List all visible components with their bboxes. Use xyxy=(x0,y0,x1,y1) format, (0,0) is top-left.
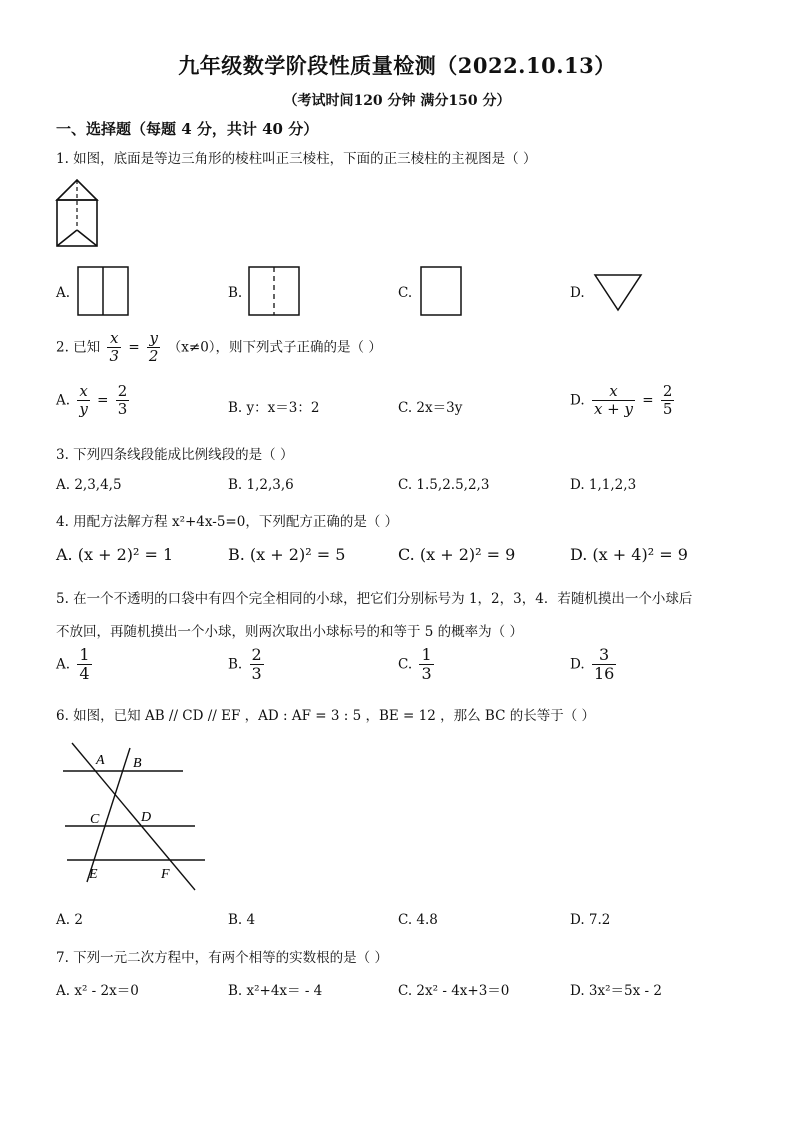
q3-option-d[interactable]: D. 1,1,2,3 xyxy=(570,477,637,493)
triangular-prism-figure xyxy=(55,178,115,250)
q1-option-d-figure[interactable] xyxy=(594,274,644,314)
q6-option-d[interactable]: D. 7.2 xyxy=(570,912,611,928)
q7-option-a[interactable]: A. x² - 2x＝0 xyxy=(56,983,139,999)
q4-option-b[interactable]: B. (x + 2)² = 5 xyxy=(228,545,346,564)
page-title: 九年级数学阶段性质量检测（2022.10.13） xyxy=(178,53,616,78)
q1-option-a-label[interactable]: A. xyxy=(56,285,71,301)
q6-option-b[interactable]: B. 4 xyxy=(228,912,256,928)
q7-option-c[interactable]: C. 2x² - 4x+3＝0 xyxy=(398,983,510,999)
point-D-label: D xyxy=(141,810,152,825)
q5-option-d[interactable]: D. $\frac{3}{16}$ xyxy=(570,645,615,684)
question-7-stem: 7. 下列一元二次方程中，有两个相等的实数根的是（ ） xyxy=(56,950,388,966)
point-F-label: F xyxy=(161,867,170,882)
question-1-stem: 1. 如图，底面是等边三角形的棱柱叫正三棱柱，下面的正三棱柱的主视图是（ ） xyxy=(56,151,537,167)
q1-option-b-label[interactable]: B. xyxy=(228,285,243,301)
q7-option-d[interactable]: D. 3x²＝5x - 2 xyxy=(570,983,662,999)
q2-prefix: 2. 已知 xyxy=(56,339,101,356)
q1-option-a-figure[interactable] xyxy=(77,266,131,318)
q2-fraction-y-over-2: $\frac{y}{2}$ xyxy=(148,329,159,366)
parallel-lines-figure xyxy=(55,740,215,895)
point-C-label: C xyxy=(90,812,100,827)
q1-option-c-label[interactable]: C. xyxy=(398,285,413,301)
section-heading: 一、选择题（每题 4 分，共计 40 分） xyxy=(56,120,319,138)
q2-option-a[interactable]: A. $\frac{x}{y}$ = $\frac{2}{3}$ xyxy=(56,382,128,419)
q3-option-b[interactable]: B. 1,2,3,6 xyxy=(228,477,294,493)
point-A-label: A xyxy=(96,753,105,768)
point-B-label: B xyxy=(133,756,142,771)
q4-option-c[interactable]: C. (x + 2)² = 9 xyxy=(398,545,516,564)
q7-option-b[interactable]: B. x²+4x＝ - 4 xyxy=(228,983,323,999)
q5-option-b[interactable]: B. $\frac{2}{3}$ xyxy=(228,645,262,684)
q2-fraction-x-over-3: $\frac{x}{3}$ xyxy=(109,329,120,366)
q6-option-a[interactable]: A. 2 xyxy=(56,912,83,928)
q1-option-d-label[interactable]: D. xyxy=(570,285,585,301)
q2-option-b[interactable]: B. y：x＝3：2 xyxy=(228,400,320,416)
question-6-stem: 6. 如图，已知 AB // CD // EF ，AD : AF = 3 : 5 ，BE = 12 ，那么 BC 的长等于（ ） xyxy=(56,708,595,724)
q3-option-c[interactable]: C. 1.5,2.5,2,3 xyxy=(398,477,490,493)
question-4-stem: 4. 用配方法解方程 x²+4x-5=0，下列配方正确的是（ ） xyxy=(56,514,399,530)
q2-option-d[interactable]: D. $\frac{x}{x + y}$ = $\frac{2}{5}$ xyxy=(570,382,673,419)
exam-info: （考试时间120 分钟 满分150 分） xyxy=(283,93,511,109)
q1-option-b-figure[interactable] xyxy=(248,266,302,318)
q4-option-a[interactable]: A. (x + 2)² = 1 xyxy=(56,545,174,564)
q2-option-c[interactable]: C. 2x＝3y xyxy=(398,400,463,416)
q2-condition: （x≠0），则下列式子正确的是（ ） xyxy=(167,339,382,356)
q3-option-a[interactable]: A. 2,3,4,5 xyxy=(56,477,122,493)
q2-equals: = xyxy=(128,339,140,356)
q1-option-c-figure[interactable] xyxy=(420,266,464,318)
q5-option-a[interactable]: A. $\frac{1}{4}$ xyxy=(56,645,90,684)
q6-option-c[interactable]: C. 4.8 xyxy=(398,912,438,928)
point-E-label: E xyxy=(89,867,98,882)
q4-option-d[interactable]: D. (x + 4)² = 9 xyxy=(570,545,688,564)
question-3-stem: 3. 下列四条线段能成比例线段的是（ ） xyxy=(56,447,294,463)
question-5-stem-line2: 不放回，再随机摸出一个小球，则两次取出小球标号的和等于 5 的概率为（ ） xyxy=(56,624,523,640)
q5-option-c[interactable]: C. $\frac{1}{3}$ xyxy=(398,645,432,684)
question-5-stem-line1: 5. 在一个不透明的口袋中有四个完全相同的小球，把它们分别标号为 1，2，3，4．若随机摸出一个小球后 xyxy=(56,591,693,607)
